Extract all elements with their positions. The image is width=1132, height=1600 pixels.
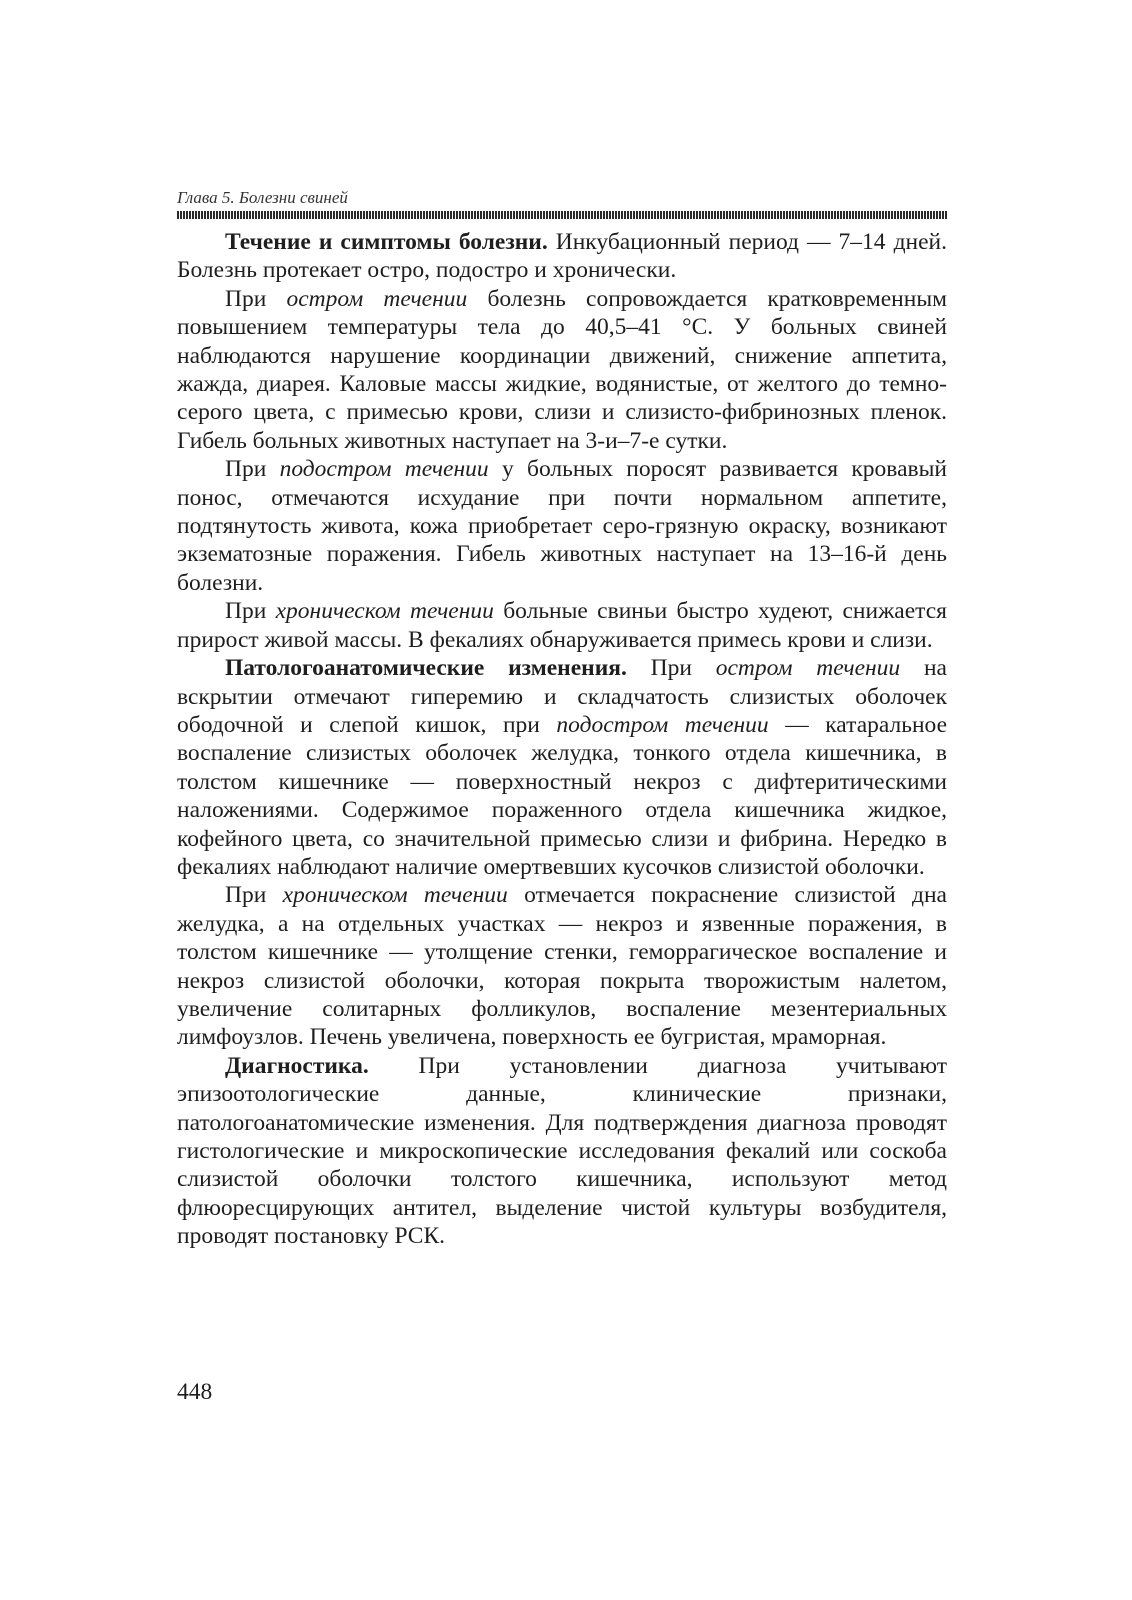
header-rule (177, 211, 947, 219)
section-heading-diagnostics: Диагностика. (225, 1052, 369, 1079)
paragraph-text: болезнь сопровождается кратковременным повышением температуры тела до 40,5–41 °С. У больных свиней наблюдаются нарушение координации движений, снижение аппетита, жажда, диарея. Каловые массы жидкие, водянистые, от желтого до темно-серого цвета, с примесью крови, слизи и слизисто-фибринозных пленок. Гибель больных животных наступает на 3-и–7-е сутки. (177, 285, 947, 454)
running-header: Глава 5. Болезни свиней (177, 188, 348, 207)
italic-term: подостром течении (279, 456, 489, 483)
italic-term: подостром течении (556, 711, 769, 738)
paragraph-text: на вскрытии отмечают гиперемию и складчатость слизистых оболочек ободочной и слепой кишок, при (177, 655, 947, 738)
paragraph-text: отмечается покраснение слизистой дна желудка, а на отдельных участках — некроз и язвенные поражения, в толстом кишечнике — утолщение стенки, геморрагическое воспаление и некроз слизистой оболочки, которая покрыта творожистым налетом, увеличение солитарных фолликулов, воспаление мезентериальных лимфоузлов. Печень увеличена, поверхность ее бугристая, мраморная. (177, 882, 947, 1051)
paragraph-text: При (225, 598, 276, 625)
paragraph-diagnostics (177, 1052, 947, 1251)
section-heading-pathology: Патологоанатомические изменения. (225, 655, 627, 682)
section-heading-course: Течение и симптомы болезни. (225, 229, 548, 255)
paragraph-text: Инкубационный период — 7–14 дней. Болезнь протекает остро, подостро и хронически. (177, 229, 947, 284)
page-body (177, 228, 947, 1251)
paragraph-text: При (225, 285, 287, 312)
paragraph-text: При (225, 882, 283, 909)
paragraph-text: — катаральное воспаление слизистых оболочек желудка, тонкого отдела кишечника, в толстом кишечнике — поверхностный некроз с дифтеритическими наложениями. Содержимое пораженного отдела кишечника жидкое, кофейного цвета, со значительной примесью слизи и фибрина. Нередко в фекалиях наблюдают наличие омертвевших кусочков слизистой оболочки. (177, 711, 947, 880)
paragraph-course-symptoms (177, 228, 947, 285)
paragraph-text: больные свиньи быстро худеют, снижается прирост живой массы. В фекалиях обнаруживается примесь крови и слизи. (177, 598, 947, 653)
paragraph-text: у больных поросят развивается кровавый понос, отмечаются исхудание при почти нормальном аппетите, подтянутость живота, кожа приобретает серо-грязную окраску, возникают экзематозные поражения. Гибель животных наступает на 13–16-й день болезни. (177, 456, 947, 596)
paragraph-subacute-course (177, 455, 947, 597)
italic-term: хроническом течении (282, 882, 508, 909)
paragraph-text: При (626, 655, 716, 682)
italic-term: хроническом течении (275, 598, 494, 625)
paragraph-chronic-course (177, 597, 947, 654)
italic-term: остром течении (286, 285, 468, 312)
paragraph-text: При (225, 456, 280, 483)
paragraph-pathology (177, 654, 947, 881)
paragraph-chronic-pathology (177, 881, 947, 1051)
page-number: 448 (177, 1379, 213, 1405)
italic-term: остром течении (715, 655, 901, 682)
paragraph-text: При установлении диагноза учитывают эпизоотологические данные, клинические признаки, патологоанатомические изменения. Для подтверждения диагноза проводят гистологические и микроскопические исследования фекалий или соскоба слизистой оболочки толстого кишечника, используют метод флюоресцирующих антител, выделение чистой культуры возбудителя, проводят постановку РСК. (177, 1052, 947, 1250)
paragraph-acute-course (177, 285, 947, 455)
